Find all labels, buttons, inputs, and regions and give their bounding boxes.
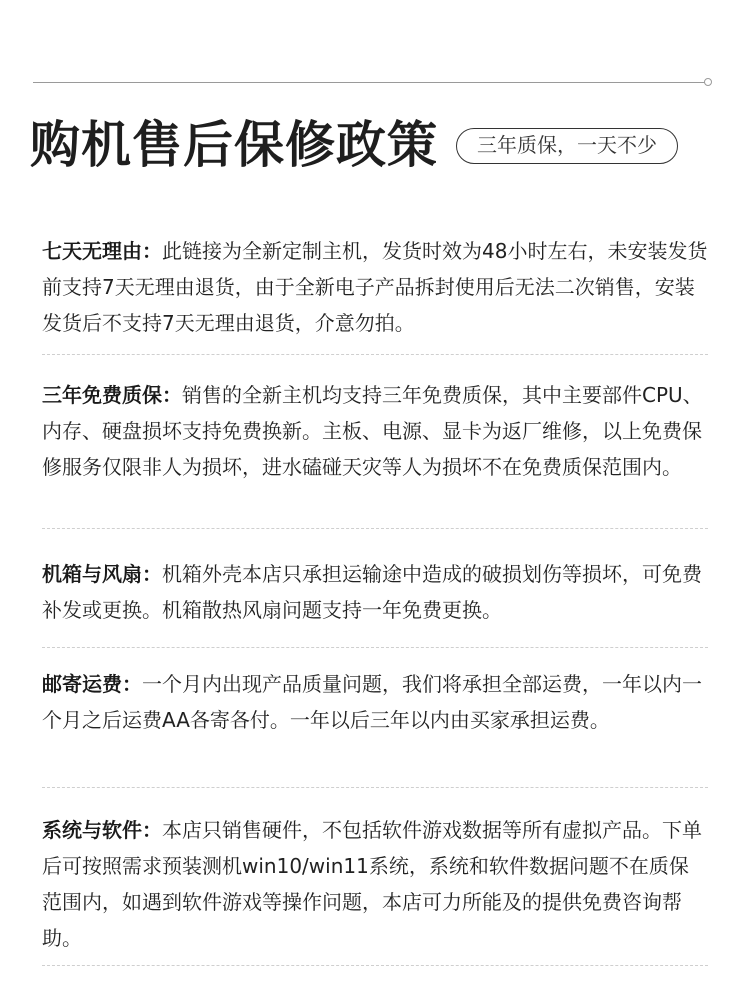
policy-label: 三年免费质保： xyxy=(42,383,182,407)
policy-text: 本店只销售硬件，不包括软件游戏数据等所有虚拟产品。下单后可按照需求预装测机win10/win11系统，系统和软件数据问题不在质保范围内，如遇到软件游戏等操作问题，本店可力所能及的提供免费咨询帮助。 xyxy=(42,818,702,950)
policy-label: 七天无理由： xyxy=(42,239,162,263)
policy-label: 系统与软件： xyxy=(42,818,162,842)
policy-system-software xyxy=(42,812,708,956)
policy-text: 销售的全新主机均支持三年免费质保，其中主要部件CPU、内存、硬盘损坏支持免费换新。主板、电源、显卡为返厂维修，以上免费保修服务仅限非人为损坏，进水磕碰天灾等人为损坏不在免费质保范围内。 xyxy=(42,383,703,479)
policy-label: 机箱与风扇： xyxy=(42,562,162,586)
policy-text: 机箱外壳本店只承担运输途中造成的破损划伤等损坏，可免费补发或更换。机箱散热风扇问题支持一年免费更换。 xyxy=(42,562,702,622)
rule-end-dot xyxy=(704,78,712,86)
top-rule xyxy=(33,82,706,83)
section-divider xyxy=(42,647,708,648)
policy-text: 此链接为全新定制主机，发货时效为48小时左右，未安装发货前支持7天无理由退货，由于全新电子产品拆封使用后无法二次销售，安装发货后不支持7天无理由退货，介意勿拍。 xyxy=(42,239,708,335)
policy-case-and-fan xyxy=(42,556,708,628)
section-divider xyxy=(42,787,708,788)
policy-seven-day-return xyxy=(42,233,708,341)
policy-shipping-fees xyxy=(42,666,708,738)
warranty-badge: 三年质保，一天不少 xyxy=(456,128,678,164)
section-divider xyxy=(42,528,708,529)
section-divider xyxy=(42,965,708,966)
page-title: 购机售后保修政策 xyxy=(30,116,438,174)
policy-text: 一个月内出现产品质量问题，我们将承担全部运费，一年以内一个月之后运费AA各寄各付。一年以后三年以内由买家承担运费。 xyxy=(42,672,702,732)
policy-three-year-warranty xyxy=(42,377,708,485)
policy-label: 邮寄运费： xyxy=(42,672,142,696)
section-divider xyxy=(42,354,708,355)
